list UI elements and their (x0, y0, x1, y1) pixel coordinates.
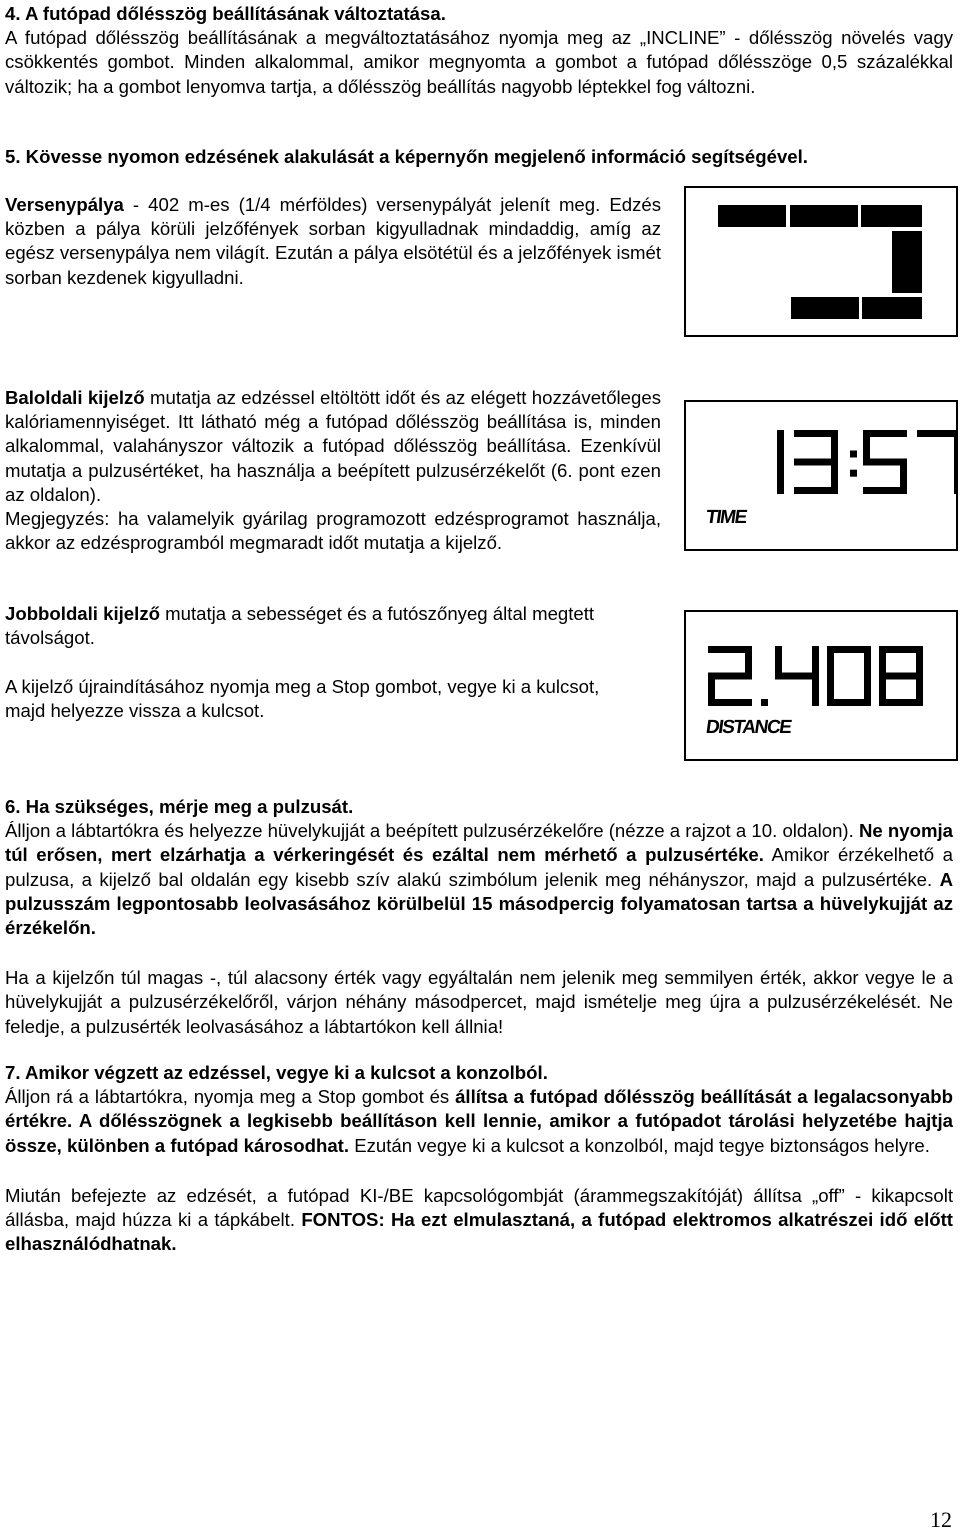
lcd-segment (812, 646, 819, 676)
time-display (684, 400, 958, 551)
lcd-segment (850, 470, 857, 477)
section-6-p2: Ha a kijelzőn túl magas -, túl alacsony érték vagy egyáltalán nem jelenik meg semmilyen érték, akkor vegye le a hüvelykujját a pulzusérzékelőről, várjon néhány másodpercet, majd ismételje meg újra a pulzusérzékelését. Ne feledje, a pulzusérték leolvasásához a lábtartókon kell állnia! (5, 967, 953, 1037)
section-6-title: 6. Ha szükséges, mérje meg a pulzusát. (5, 796, 354, 817)
lcd-segment (708, 676, 715, 706)
lcd-segment (879, 673, 923, 680)
lcd-segment (879, 676, 886, 706)
lcd-segment (916, 646, 923, 676)
lcd-segment (775, 646, 782, 676)
section-4 (5, 2, 953, 99)
lcd-segment (812, 676, 819, 706)
section-6 (5, 795, 953, 1039)
lcd-segment (864, 646, 871, 676)
section-6-p1-b: Ne nyomja túl erősen, mert elzárhatja a vérkeringését és ezáltal nem mérhető a pulzusértéke. (5, 820, 953, 866)
section-5-title: 5. Kövesse nyomon edzésének alakulását a képernyőn megjelenő információ segítségével. (5, 146, 808, 167)
lcd-segment (777, 430, 784, 462)
lcd-segment (775, 673, 819, 680)
section-4-body: A futópad dőlésszög beállításának a megváltoztatásához nyomja meg az „INCLINE” - dőlésszög növelés vagy csökkentés gombot. Minden alkalommal, amikor megnyomta a gombot a futópad dőlésszöge 0,5 százalékkal változik; ha a gombot lenyomva tartja, a dőlésszög beállítás nagyobb léptekkel fog változni. (5, 27, 953, 97)
distance-label: DISTANCE (704, 717, 793, 738)
lcd-segment (827, 646, 834, 676)
section-6-p1 (5, 819, 953, 940)
lcd-segment (863, 487, 907, 494)
restart-paragraph: A kijelző újraindításához nyomja meg a Stop gombot, vegye ki a kulcsot, majd helyezze vissza a kulcsot. (5, 676, 600, 722)
lcd-segment (708, 673, 752, 680)
section-6-p1-c: Amikor érzékelhető a pulzusa, a kijelző bal oldalán egy kisebb szív alakú szimbólum jelenik meg néhányszor, majd a pulzusértéke. (5, 844, 954, 890)
track-display (684, 186, 958, 337)
section-6-p1-a: Álljon a lábtartókra és helyezze hüvelykujját a beépített pulzusérzékelőre (nézze a rajzot a 10. oldalon). (5, 820, 859, 842)
distance-display (684, 610, 958, 761)
time-label: TIME (704, 507, 748, 528)
section-7-p1-a: Álljon rá a lábtartókra, nyomja meg a Stop gombot és (5, 1086, 456, 1108)
lcd-segment (917, 430, 956, 437)
right-display-paragraph (5, 602, 625, 650)
right-display-term: Jobboldali kijelző (5, 603, 160, 624)
page-number: 12 (930, 1506, 952, 1532)
lcd-segment (863, 430, 870, 462)
section-6-p1-d: A pulzusszám legpontosabb leolvasásához körülbelül 15 másodpercig folyamatosan tartsa a hüvelykujját az érzékelőn. (5, 868, 953, 939)
lcd-segment (761, 699, 768, 706)
section-7-p1 (5, 1085, 953, 1158)
left-display-term: Baloldali kijelző (5, 387, 145, 408)
section-7 (5, 1061, 953, 1256)
lcd-segment (794, 487, 838, 494)
section-7-p2-b: FONTOS: Ha ezt elmulasztaná, a futópad elektromos alkatrészei idő előtt elhasználódhatnak. (5, 1209, 953, 1255)
section-7-p2 (5, 1184, 953, 1257)
lcd-segment (777, 462, 784, 494)
lcd-segment (831, 430, 838, 462)
track-paragraph (5, 193, 661, 290)
section-7-p2-a: Miután befejezte az edzését, a futópad KI-/BE kapcsológombját (árammegszakítóját) állítsa „off” - kikapcsolt állásba, majd húzza ki a tápkábelt. (5, 1184, 953, 1231)
left-display-paragraph (5, 386, 661, 555)
track-text: - 402 m-es (1/4 mérföldes) versenypályát jelenít meg. Edzés közben a pálya körüli jelzőfények sorban kigyulladnak mindaddig, amíg az egész versenypálya nem világít. Ezután a pálya elsötétül és a jelzőfények ismét sorban kezdenek kigyulladni. (5, 194, 661, 288)
section-7-p1-b: állítsa a futópad dőlésszög beállítását a legalacsonyabb értékre. A dőlésszögnek a legkisebb beállításon kell lennie, amikor a futópadot tárolási helyzetébe hajtja össze, különben a futópad károsodhat. (5, 1086, 953, 1156)
lcd-segment (850, 450, 857, 457)
lcd-segment (745, 646, 752, 676)
lcd-segment (954, 430, 956, 462)
track-lights-graphic (686, 188, 956, 335)
right-display-text: mutatja a sebességet és a futószőnyeg által megtett távolságot. (5, 603, 595, 649)
track-term: Versenypálya (5, 194, 124, 215)
section-7-p1-c: Ezután vegye ki a kulcsot a konzolból, majd tegye biztonságos helyre. (349, 1134, 930, 1156)
lcd-segment (879, 646, 886, 676)
section-7-title: 7. Amikor végzett az edzéssel, vegye ki a kulcsot a konzolból. (5, 1062, 548, 1083)
lcd-segment (863, 459, 907, 466)
left-display-text: mutatja az edzéssel eltöltött időt és az elégett hozzávetőleges kalóriamennyiséget. Itt látható még a futópad dőlésszög beállítása is, minden alkalommal, valahányszor változik a futópad dőlésszög beállítása. Ezenkívül mutatja a pulzusértéket, ha használja a beépített pulzusérzékelőt (6. pont ezen az oldalon). (5, 387, 661, 505)
lcd-segment (827, 676, 834, 706)
lcd-segment (794, 459, 838, 466)
left-display-note: Megjegyzés: ha valamelyik gyárilag programozott edzésprogramot használja, akkor az edzésprogramból megmaradt időt mutatja a kijelző. (5, 508, 661, 554)
section-4-title: 4. A futópad dőlésszög beállításának változtatása. (5, 3, 446, 24)
lcd-segment (954, 462, 956, 494)
